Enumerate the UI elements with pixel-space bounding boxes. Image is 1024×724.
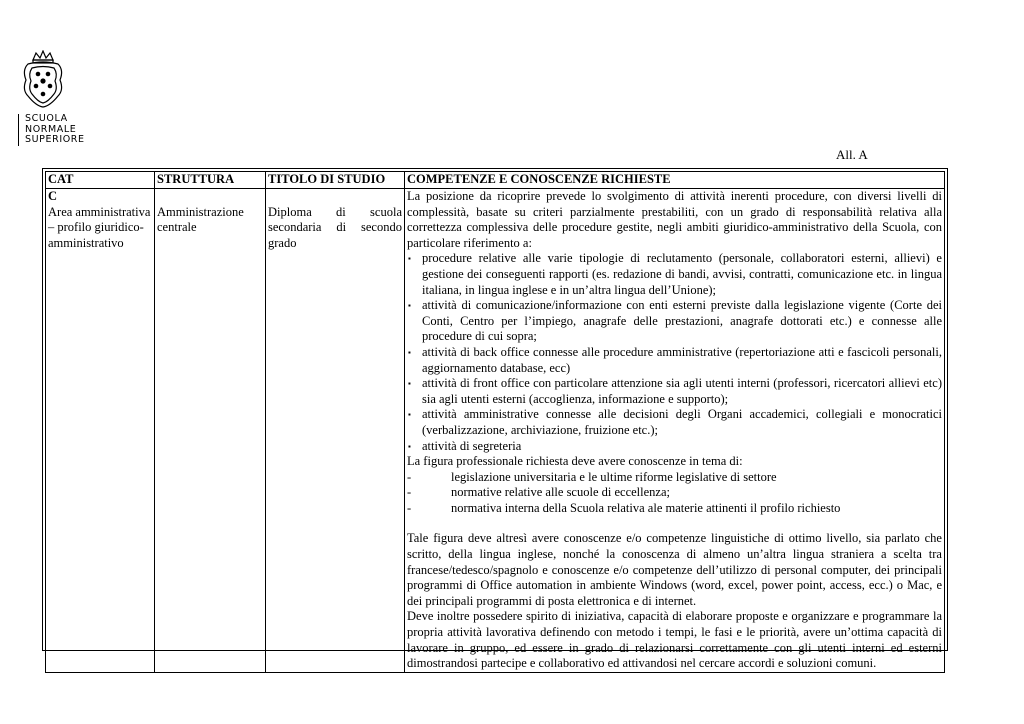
bullet-marker: ▪ (408, 379, 411, 389)
cell-competenze (405, 189, 945, 673)
knowledge-intro: La figura professionale richiesta deve avere conoscenze in tema di: (407, 454, 743, 469)
logo-line-2: NORMALE (25, 123, 77, 135)
cell-cat (46, 189, 155, 673)
job-profile-table (45, 171, 945, 673)
dash-text: legislazione universitaria e le ultime riforme legislative di settore (451, 469, 777, 484)
header-competenze: COMPETENZE E CONOSCENZE RICHIESTE (405, 172, 945, 189)
bullet-marker: ▪ (408, 347, 411, 357)
annex-label: All. A (836, 147, 868, 162)
list-item (407, 376, 942, 407)
list-item (407, 439, 942, 455)
bullet-text: attività di back office connesse alle procedure amministrative (repertoriazione atti e fascicoli personali, aggiornamento database, ecc) (422, 344, 942, 375)
dash-text: normative relative alle scuole di eccellenza; (451, 485, 670, 500)
languages-paragraph: Tale figura deve altresì avere conoscenze e/o competenze linguistiche di ottimo livello, sia parlato che scritto, della lingua inglese, nonché la conoscenza di almeno un’altra lingua straniera a scelta tra francese/tedesco/spagnolo e conoscenze e/o competenze dell’utilizzo di personal computer, dei principali programmi di Office automation in ambiente Windows (word, excel, power point, access, ecc.) o Mac, e dei principali programmi di posta elettronica e di internet. (407, 531, 942, 608)
bullet-text: attività di segreteria (422, 438, 522, 453)
list-item (407, 485, 942, 501)
header-cat: CAT (46, 172, 155, 189)
logo-line-1: SCUOLA (25, 113, 68, 124)
header-row (46, 172, 945, 189)
competenze-intro: La posizione da ricoprire prevede lo svolgimento di attività inerenti procedure, con diversi livelli di complessità, basate su criteri parzialmente prestabiliti, con un grado di responsabilità relativa alla correttezza complessiva delle procedure gestite, negli ambiti giuridico-amministrativo della Scuola, con particolare riferimento a: (407, 189, 942, 250)
struttura-value: Amministrazione centrale (157, 204, 244, 235)
list-item (407, 251, 942, 298)
dash-marker: - (407, 485, 412, 500)
list-item (407, 470, 942, 486)
logo-line-3: SUPERIORE (25, 134, 85, 145)
dash-marker: - (407, 500, 412, 515)
bullet-text: attività di front office con particolare attenzione sia agli utenti interni (professori, ricercatori allievi etc) sia agli utenti esterni (accoglienza, informazione e supporto); (422, 376, 942, 406)
header-titolo: TITOLO DI STUDIO (266, 172, 405, 189)
list-item (407, 407, 942, 438)
bullet-marker: ▪ (408, 254, 411, 264)
dash-marker: - (407, 469, 412, 484)
list-item (407, 501, 942, 517)
list-item (407, 298, 942, 345)
titolo-value: Diploma di scuola secondaria di secondo grado (268, 204, 402, 250)
institution-logo (18, 50, 98, 146)
cat-description: Area amministrativa – profilo giuridico-amministrativo (48, 204, 151, 250)
cell-struttura (155, 189, 266, 673)
header-struttura: STRUTTURA (155, 172, 266, 189)
cell-titolo (266, 189, 405, 673)
cat-code: C (48, 189, 58, 203)
logo-wordmark (18, 114, 98, 146)
bullet-marker: ▪ (408, 441, 411, 451)
bullet-text: attività amministrative connesse alle decisioni degli Organi accademici, collegiali e monocratici (verbalizzazione, archiviazione, fruizione etc.); (422, 407, 942, 437)
bullet-marker: ▪ (408, 301, 411, 311)
list-item (407, 345, 942, 376)
closing-paragraph: Deve inoltre possedere spirito di iniziativa, capacità di elaborare proposte e organizzare e programmare la propria attività lavorativa definendo con metodo i tempi, le fasi e le priorità, avere un’ottima capacità di lavorare in gruppo, ed essere in grado di relazionarsi correttamente con gli utenti interni ed esterni dimostrandosi partecipe e collaborativo ed attivandosi nel cercare accordi e soluzioni comuni. (407, 609, 942, 671)
bullet-text: procedure relative alle varie tipologie di reclutamento (personale, collaboratori esterni, allievi) e gestione dei conseguenti rapporti (es. redazione di bandi, avvisi, contratti, comunicazione etc. in lingua italiana, in lingua inglese e in un’altra lingua dell’Unione); (422, 251, 942, 297)
bullet-text: attività di comunicazione/informazione con enti esterni previste dalla legislazione vigente (Corte dei Conti, Centro per l’impiego, anagrafe delle prestazioni, anagrafe dottorati etc.) e connesse alle procedure di cui sopra; (422, 298, 942, 344)
bullet-marker: ▪ (408, 410, 411, 420)
table-row (46, 189, 945, 673)
dash-text: normativa interna della Scuola relativa ale materie attinenti il profilo richiesto (451, 500, 841, 515)
table-frame (42, 168, 948, 671)
crest-icon (20, 50, 66, 108)
